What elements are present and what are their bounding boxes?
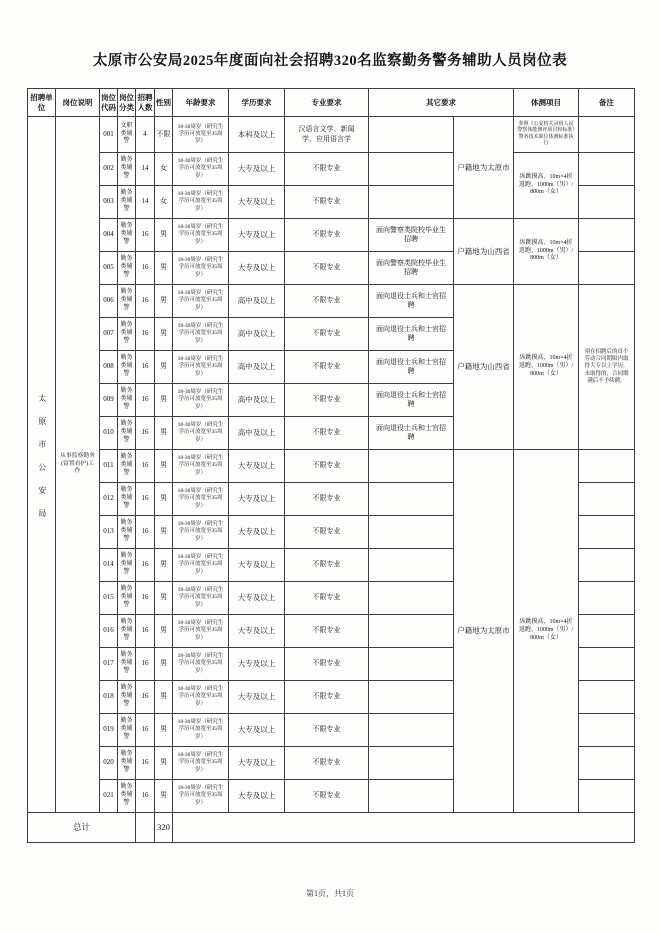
unit-name: 太原市公安局 bbox=[37, 393, 47, 532]
gender-cell: 男 bbox=[155, 351, 173, 384]
category-cell: 勤务类辅警 bbox=[118, 516, 136, 549]
remark-cell: 须在招聘后的首个劳动合同期限内取得大专以上学历，未取得的，合同期满后不予续聘。 bbox=[579, 285, 635, 450]
count-cell: 16 bbox=[136, 747, 155, 780]
age-cell: 18-30周岁（研究生学历可放宽至35周岁） bbox=[173, 549, 229, 582]
count-cell: 16 bbox=[136, 714, 155, 747]
remark-cell bbox=[579, 117, 635, 153]
header-cell-other: 其它要求 bbox=[369, 89, 514, 117]
gender-cell: 男 bbox=[155, 615, 173, 648]
header-cell-remark: 备注 bbox=[579, 89, 635, 117]
category-cell: 勤务类辅警 bbox=[118, 285, 136, 318]
gender-cell: 男 bbox=[155, 450, 173, 483]
education-cell: 大专及以上 bbox=[229, 615, 285, 648]
other-requirement-cell bbox=[369, 714, 454, 747]
code-cell: 005 bbox=[100, 252, 118, 285]
category-cell: 勤务类辅警 bbox=[118, 351, 136, 384]
major-cell: 不限专业 bbox=[285, 450, 369, 483]
education-cell: 高中及以上 bbox=[229, 285, 285, 318]
code-cell: 006 bbox=[100, 285, 118, 318]
age-cell: 18-30周岁（研究生学历可放宽至35周岁） bbox=[173, 252, 229, 285]
table-row bbox=[28, 285, 635, 318]
category-cell: 勤务类辅警 bbox=[118, 582, 136, 615]
residence-cell: 户籍地为太原市 bbox=[454, 450, 514, 813]
header-cell-unit: 招聘单位 bbox=[28, 89, 56, 117]
other-requirement-cell bbox=[369, 450, 454, 483]
major-cell: 不限专业 bbox=[285, 582, 369, 615]
code-cell: 007 bbox=[100, 318, 118, 351]
code-cell: 018 bbox=[100, 681, 118, 714]
category-cell: 勤务类辅警 bbox=[118, 483, 136, 516]
code-cell: 012 bbox=[100, 483, 118, 516]
other-requirement-cell bbox=[369, 483, 454, 516]
table-row bbox=[28, 117, 635, 153]
age-cell: 18-30周岁（研究生学历可放宽至35周岁） bbox=[173, 483, 229, 516]
header-cell-desc: 岗位说明 bbox=[56, 89, 100, 117]
header-cell-gender: 性别 bbox=[155, 89, 173, 117]
count-cell: 14 bbox=[136, 186, 155, 219]
code-cell: 009 bbox=[100, 384, 118, 417]
job-description-cell: 从事监察勤务(留置看护)工作 bbox=[56, 117, 100, 813]
major-cell: 不限专业 bbox=[285, 780, 369, 813]
remark-cell bbox=[579, 648, 635, 681]
education-cell: 大专及以上 bbox=[229, 681, 285, 714]
count-cell: 16 bbox=[136, 648, 155, 681]
category-cell: 勤务类辅警 bbox=[118, 252, 136, 285]
physical-test-cell: 纵跳摸高、10m×4折返跑、1000m（男）/800m（女） bbox=[514, 450, 579, 813]
gender-cell: 男 bbox=[155, 252, 173, 285]
gender-cell: 男 bbox=[155, 285, 173, 318]
code-cell: 016 bbox=[100, 615, 118, 648]
code-cell: 008 bbox=[100, 351, 118, 384]
header-cell-category: 岗位分类 bbox=[118, 89, 136, 117]
education-cell: 高中及以上 bbox=[229, 417, 285, 450]
count-cell: 16 bbox=[136, 483, 155, 516]
education-cell: 高中及以上 bbox=[229, 318, 285, 351]
other-requirement-cell: 面向退役士兵和士官招聘 bbox=[369, 417, 454, 450]
code-cell: 015 bbox=[100, 582, 118, 615]
major-cell: 不限专业 bbox=[285, 384, 369, 417]
gender-cell: 男 bbox=[155, 582, 173, 615]
education-cell: 高中及以上 bbox=[229, 351, 285, 384]
count-cell: 16 bbox=[136, 384, 155, 417]
other-requirement-cell bbox=[369, 582, 454, 615]
major-cell: 不限专业 bbox=[285, 417, 369, 450]
education-cell: 大专及以上 bbox=[229, 582, 285, 615]
category-cell: 勤务类辅警 bbox=[118, 780, 136, 813]
count-cell: 16 bbox=[136, 615, 155, 648]
count-cell: 16 bbox=[136, 318, 155, 351]
code-cell: 017 bbox=[100, 648, 118, 681]
category-cell: 勤务类辅警 bbox=[118, 450, 136, 483]
education-cell: 大专及以上 bbox=[229, 714, 285, 747]
gender-cell: 男 bbox=[155, 483, 173, 516]
code-cell: 010 bbox=[100, 417, 118, 450]
major-cell: 不限专业 bbox=[285, 747, 369, 780]
age-cell: 18-30周岁（研究生学历可放宽至35周岁） bbox=[173, 516, 229, 549]
major-cell: 不限专业 bbox=[285, 318, 369, 351]
age-cell: 18-30周岁（研究生学历可放宽至35周岁） bbox=[173, 417, 229, 450]
age-cell: 18-30周岁（研究生学历可放宽至35周岁） bbox=[173, 615, 229, 648]
gender-cell: 男 bbox=[155, 549, 173, 582]
other-requirement-cell: 面向退役士兵和士官招聘 bbox=[369, 351, 454, 384]
major-cell: 不限专业 bbox=[285, 615, 369, 648]
age-cell: 18-30周岁（研究生学历可放宽至35周岁） bbox=[173, 747, 229, 780]
empty-cell bbox=[136, 813, 155, 843]
gender-cell: 女 bbox=[155, 153, 173, 186]
other-requirement-cell: 面向警察类院校毕业生招聘 bbox=[369, 252, 454, 285]
gender-cell: 男 bbox=[155, 681, 173, 714]
total-count-cell: 320 bbox=[155, 813, 173, 843]
remark-cell bbox=[579, 582, 635, 615]
other-requirement-cell: 面向退役士兵和士官招聘 bbox=[369, 318, 454, 351]
physical-test-cell: 纵跳摸高、10m×4折返跑、1000m（男）/800m（女） bbox=[514, 219, 579, 285]
gender-cell: 男 bbox=[155, 219, 173, 252]
education-cell: 大专及以上 bbox=[229, 648, 285, 681]
education-cell: 大专及以上 bbox=[229, 186, 285, 219]
other-requirement-cell bbox=[369, 186, 454, 219]
major-cell: 不限专业 bbox=[285, 516, 369, 549]
category-cell: 勤务类辅警 bbox=[118, 219, 136, 252]
category-cell: 勤务类辅警 bbox=[118, 318, 136, 351]
gender-cell: 男 bbox=[155, 516, 173, 549]
gender-cell: 男 bbox=[155, 384, 173, 417]
education-cell: 大专及以上 bbox=[229, 252, 285, 285]
count-cell: 4 bbox=[136, 117, 155, 153]
age-cell: 18-30周岁（研究生学历可放宽至35周岁） bbox=[173, 450, 229, 483]
code-cell: 004 bbox=[100, 219, 118, 252]
category-cell: 勤务类辅警 bbox=[118, 384, 136, 417]
other-requirement-cell bbox=[369, 117, 454, 153]
code-cell: 014 bbox=[100, 549, 118, 582]
table-row bbox=[28, 153, 635, 186]
header-cell-count: 招聘人数 bbox=[136, 89, 155, 117]
gender-cell: 不限 bbox=[155, 117, 173, 153]
age-cell: 18-30周岁（研究生学历可放宽至35周岁） bbox=[173, 285, 229, 318]
code-cell: 020 bbox=[100, 747, 118, 780]
other-requirement-cell bbox=[369, 747, 454, 780]
code-cell: 019 bbox=[100, 714, 118, 747]
total-label-cell: 总计 bbox=[28, 813, 136, 843]
header-cell-code: 岗位代码 bbox=[100, 89, 118, 117]
education-cell: 大专及以上 bbox=[229, 219, 285, 252]
category-cell: 勤务类辅警 bbox=[118, 714, 136, 747]
major-cell: 不限专业 bbox=[285, 285, 369, 318]
count-cell: 16 bbox=[136, 219, 155, 252]
gender-cell: 男 bbox=[155, 780, 173, 813]
physical-test-cell: 参照《公安机关录用人民警察体能测评项目和标准》警务技术职位体测标准执行 bbox=[514, 117, 579, 153]
major-cell: 不限专业 bbox=[285, 681, 369, 714]
table-row bbox=[28, 450, 635, 483]
major-cell: 不限专业 bbox=[285, 483, 369, 516]
code-cell: 001 bbox=[100, 117, 118, 153]
other-requirement-cell: 面向退役士兵和士官招聘 bbox=[369, 285, 454, 318]
count-cell: 16 bbox=[136, 681, 155, 714]
positions-table bbox=[27, 88, 635, 843]
age-cell: 18-30周岁（研究生学历可放宽至35周岁） bbox=[173, 318, 229, 351]
code-cell: 003 bbox=[100, 186, 118, 219]
education-cell: 高中及以上 bbox=[229, 384, 285, 417]
category-cell: 勤务类辅警 bbox=[118, 549, 136, 582]
remark-cell bbox=[579, 450, 635, 483]
major-cell: 汉语言文学、新闻学、应用语言学 bbox=[285, 117, 369, 153]
count-cell: 16 bbox=[136, 780, 155, 813]
education-cell: 大专及以上 bbox=[229, 483, 285, 516]
remark-cell bbox=[579, 252, 635, 285]
age-cell: 18-30周岁（研究生学历可放宽至35周岁） bbox=[173, 714, 229, 747]
major-cell: 不限专业 bbox=[285, 219, 369, 252]
gender-cell: 男 bbox=[155, 747, 173, 780]
age-cell: 18-30周岁（研究生学历可放宽至35周岁） bbox=[173, 384, 229, 417]
gender-cell: 男 bbox=[155, 714, 173, 747]
other-requirement-cell bbox=[369, 549, 454, 582]
age-cell: 18-30周岁（研究生学历可放宽至35周岁） bbox=[173, 186, 229, 219]
other-requirement-cell: 面向警察类院校毕业生招聘 bbox=[369, 219, 454, 252]
unit-cell bbox=[28, 117, 56, 813]
age-cell: 18-30周岁（研究生学历可放宽至35周岁） bbox=[173, 582, 229, 615]
code-cell: 021 bbox=[100, 780, 118, 813]
age-cell: 18-30周岁（研究生学历可放宽至35周岁） bbox=[173, 351, 229, 384]
remark-cell bbox=[579, 153, 635, 186]
total-row bbox=[28, 813, 635, 843]
header-cell-physical: 体测项目 bbox=[514, 89, 579, 117]
remark-cell bbox=[579, 483, 635, 516]
remark-cell bbox=[579, 714, 635, 747]
gender-cell: 女 bbox=[155, 186, 173, 219]
age-cell: 18-30周岁（研究生学历可放宽至35周岁） bbox=[173, 117, 229, 153]
count-cell: 16 bbox=[136, 516, 155, 549]
remark-cell bbox=[579, 549, 635, 582]
gender-cell: 男 bbox=[155, 417, 173, 450]
major-cell: 不限专业 bbox=[285, 186, 369, 219]
count-cell: 14 bbox=[136, 153, 155, 186]
remark-cell bbox=[579, 219, 635, 252]
code-cell: 013 bbox=[100, 516, 118, 549]
page-number: 第1页，共1页 bbox=[306, 889, 354, 898]
count-cell: 16 bbox=[136, 582, 155, 615]
education-cell: 大专及以上 bbox=[229, 153, 285, 186]
category-cell: 勤务类辅警 bbox=[118, 681, 136, 714]
category-cell: 勤务类辅警 bbox=[118, 615, 136, 648]
major-cell: 不限专业 bbox=[285, 252, 369, 285]
physical-test-cell: 纵跳摸高、10m×4折返跑、1000m（男）/800m（女） bbox=[514, 285, 579, 450]
count-cell: 16 bbox=[136, 549, 155, 582]
education-cell: 大专及以上 bbox=[229, 450, 285, 483]
age-cell: 18-30周岁（研究生学历可放宽至35周岁） bbox=[173, 219, 229, 252]
code-cell: 002 bbox=[100, 153, 118, 186]
category-cell: 勤务类辅警 bbox=[118, 648, 136, 681]
count-cell: 16 bbox=[136, 252, 155, 285]
other-requirement-cell bbox=[369, 648, 454, 681]
header-cell-age: 年龄要求 bbox=[173, 89, 229, 117]
category-cell: 勤务类辅警 bbox=[118, 747, 136, 780]
count-cell: 16 bbox=[136, 417, 155, 450]
other-requirement-cell bbox=[369, 516, 454, 549]
other-requirement-cell bbox=[369, 615, 454, 648]
education-cell: 大专及以上 bbox=[229, 780, 285, 813]
category-cell: 文职类辅警 bbox=[118, 117, 136, 153]
remark-cell bbox=[579, 780, 635, 813]
major-cell: 不限专业 bbox=[285, 153, 369, 186]
table-row bbox=[28, 219, 635, 252]
major-cell: 不限专业 bbox=[285, 549, 369, 582]
other-requirement-cell bbox=[369, 681, 454, 714]
header-cell-education: 学历要求 bbox=[229, 89, 285, 117]
physical-test-cell: 纵跳摸高、10m×4折返跑、1000m（男）/800m（女） bbox=[514, 153, 579, 219]
gender-cell: 男 bbox=[155, 648, 173, 681]
age-cell: 18-30周岁（研究生学历可放宽至35周岁） bbox=[173, 780, 229, 813]
residence-cell: 户籍地为山西省 bbox=[454, 285, 514, 450]
remark-cell bbox=[579, 516, 635, 549]
count-cell: 16 bbox=[136, 285, 155, 318]
code-cell: 011 bbox=[100, 450, 118, 483]
age-cell: 18-30周岁（研究生学历可放宽至35周岁） bbox=[173, 681, 229, 714]
empty-cell bbox=[173, 813, 635, 843]
other-requirement-cell bbox=[369, 153, 454, 186]
header-cell-major: 专业要求 bbox=[285, 89, 369, 117]
other-requirement-cell: 面向退役士兵和士官招聘 bbox=[369, 384, 454, 417]
remark-cell bbox=[579, 186, 635, 219]
category-cell: 勤务类辅警 bbox=[118, 153, 136, 186]
education-cell: 本科及以上 bbox=[229, 117, 285, 153]
remark-cell bbox=[579, 681, 635, 714]
education-cell: 大专及以上 bbox=[229, 549, 285, 582]
residence-cell: 户籍地为太原市 bbox=[454, 117, 514, 219]
count-cell: 16 bbox=[136, 351, 155, 384]
header-row bbox=[28, 89, 635, 117]
remark-cell bbox=[579, 747, 635, 780]
category-cell: 勤务类辅警 bbox=[118, 417, 136, 450]
category-cell: 勤务类辅警 bbox=[118, 186, 136, 219]
major-cell: 不限专业 bbox=[285, 714, 369, 747]
gender-cell: 男 bbox=[155, 318, 173, 351]
education-cell: 大专及以上 bbox=[229, 516, 285, 549]
residence-cell: 户籍地为山西省 bbox=[454, 219, 514, 285]
remark-cell bbox=[579, 615, 635, 648]
page-title: 太原市公安局2025年度面向社会招聘320名监察勤务警务辅助人员岗位表 bbox=[92, 53, 568, 69]
other-requirement-cell bbox=[369, 780, 454, 813]
major-cell: 不限专业 bbox=[285, 351, 369, 384]
count-cell: 16 bbox=[136, 450, 155, 483]
major-cell: 不限专业 bbox=[285, 648, 369, 681]
age-cell: 18-30周岁（研究生学历可放宽至35周岁） bbox=[173, 153, 229, 186]
education-cell: 大专及以上 bbox=[229, 747, 285, 780]
age-cell: 18-30周岁（研究生学历可放宽至35周岁） bbox=[173, 648, 229, 681]
